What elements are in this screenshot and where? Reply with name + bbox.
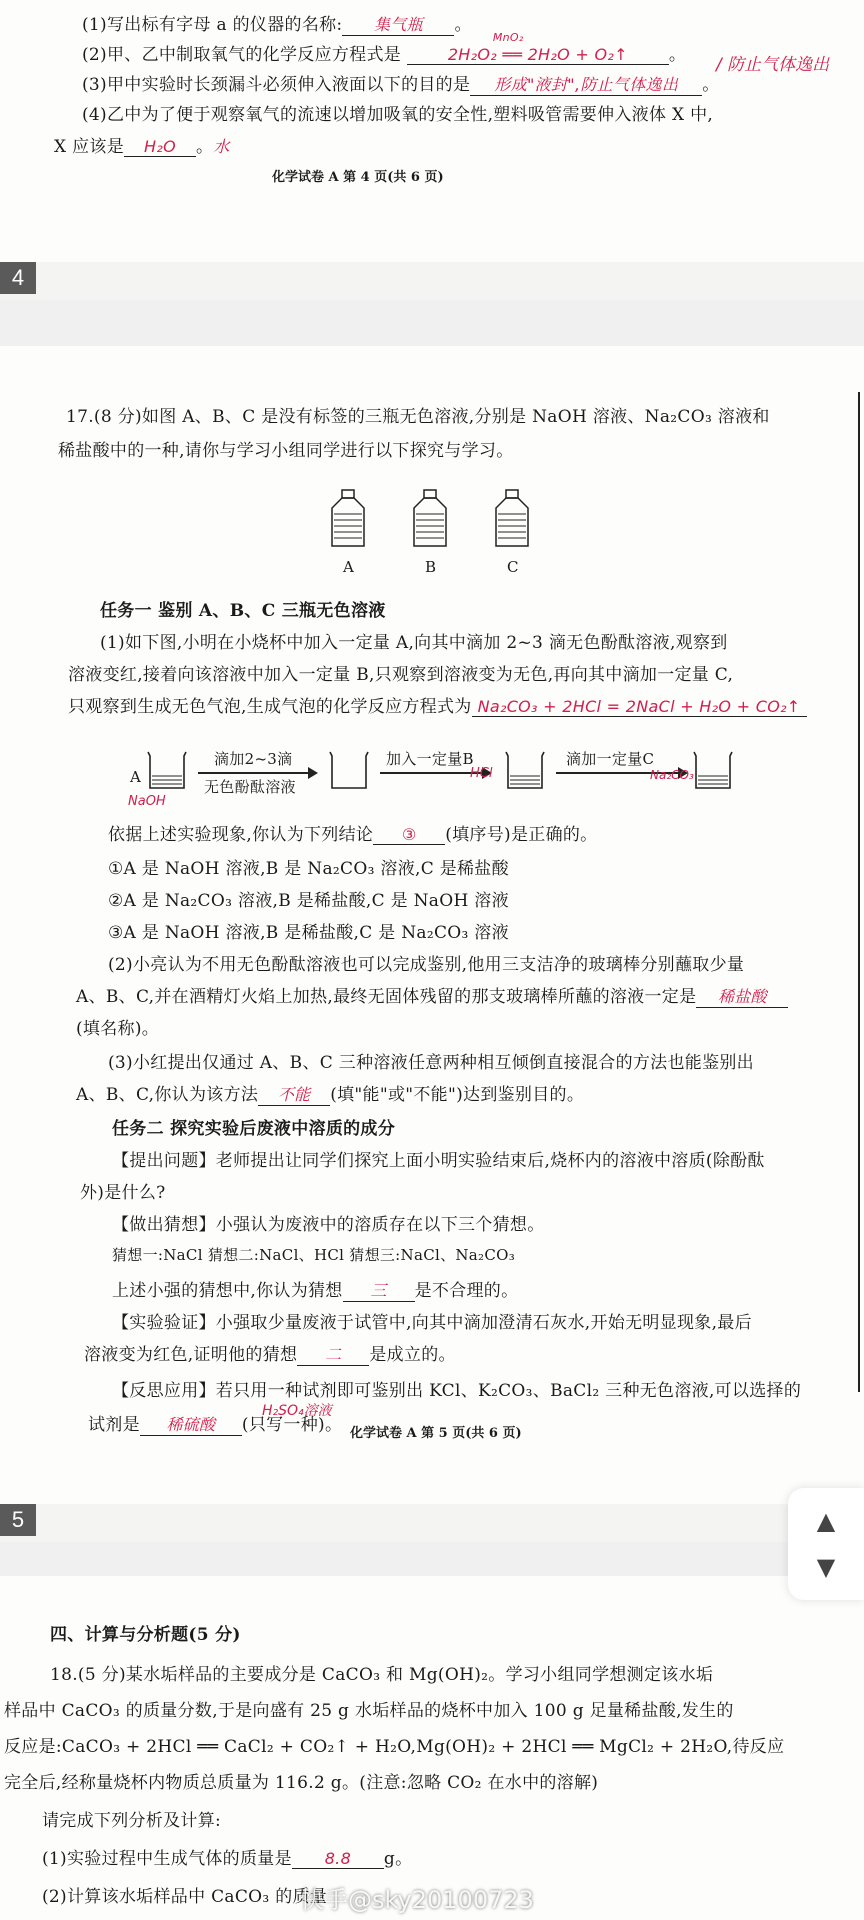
flow-step2-top: 加入一定量B	[386, 750, 474, 768]
p4-q1-answer: 集气瓶	[342, 12, 454, 36]
flow-a-label: A	[130, 768, 142, 786]
bottle-a-icon	[328, 488, 368, 550]
p5-t3-answer: 不能	[258, 1082, 330, 1106]
p6-q18-line5: 请完成下列分析及计算:	[42, 1811, 222, 1831]
p4-q3-extra: / 防止气体逸出	[716, 55, 830, 75]
watermark-text: 快手@sky20100723	[300, 1886, 534, 1914]
p4-q2-catalyst: MnO₂	[492, 31, 524, 44]
p4-q4-answer: H₂O	[124, 137, 196, 157]
flow-step1-bottom: 无色酚酞溶液	[204, 778, 296, 796]
p5-t1-line3-text: 只观察到生成无色气泡,生成气泡的化学反应方程式为	[68, 697, 472, 717]
p4-footer: 化学试卷 A 第 4 页(共 6 页)	[272, 170, 444, 185]
p5-t2-line1: (2)小亮认为不用无色酚酞溶液也可以完成鉴别,他用三支洁净的玻璃棒分别蘸取少量	[108, 955, 745, 975]
p5-conclusion-answer: ③	[373, 825, 445, 845]
p5-reflect-answer: 稀硫酸	[140, 1412, 242, 1436]
p6-q18-line4: 完全后,经称量烧杯内物质总质量为 116.2 g。(注意:忽略 CO₂ 在水中的溶解)	[4, 1773, 599, 1793]
p5-guess-line: 【做出猜想】小强认为废液中的溶质存在以下三个猜想。	[112, 1215, 545, 1235]
flow-step2-hand: HCl	[470, 766, 493, 781]
bottle-b-icon	[410, 488, 450, 550]
beaker-3-icon	[502, 750, 548, 790]
p6-q18-sub2: (2)计算该水垢样品中 CaCO₃ 的质量	[42, 1887, 328, 1907]
p5-conclusion-suffix: (填序号)是正确的。	[445, 825, 598, 845]
p5-t1-line2: 溶液变红,接着向该溶液中加入一定量 B,只观察到溶液变为无色,再向其中滴加一定量 C,	[68, 665, 734, 685]
p5-ask-line1: 【提出问题】老师提出让同学们探究上面小明实验结束后,烧杯内的溶液中溶质(除酚酞	[112, 1151, 765, 1171]
p4-q1: (1)写出标有字母 a 的仪器的名称: 集气瓶 。	[82, 10, 472, 36]
p5-verify-line2	[84, 1340, 456, 1366]
p5-unreasonable-answer: 三	[343, 1278, 415, 1302]
p5-conclusion	[108, 820, 597, 845]
bottle-c-icon	[492, 488, 532, 550]
p6-q18-sub1-answer: 8.8	[292, 1849, 384, 1869]
p5-option-2: ②A 是 Na₂CO₃ 溶液,B 是稀盐酸,C 是 NaOH 溶液	[108, 891, 509, 911]
p5-reflect-extra: H₂SO₄溶液	[262, 1403, 332, 1419]
bottle-c-label: C	[507, 558, 519, 576]
p5-t3-suffix: (填"能"或"不能")达到鉴别目的。	[330, 1085, 585, 1105]
p5-reflect-suffix: (只写一种)。	[241, 1415, 343, 1435]
p5-t3-prefix: A、B、C,你认为该方法	[76, 1085, 259, 1105]
p5-t3-line2	[76, 1080, 584, 1106]
p4-q1-text: (1)写出标有字母 a 的仪器的名称:	[82, 15, 343, 35]
p4-q3-answer: 形成"液封",防止气体逸出	[470, 72, 702, 96]
p4-q3: (3)甲中实验时长颈漏斗必须伸入液面以下的目的是 形成"液封",防止气体逸出 。	[82, 70, 720, 96]
p6-q18-line2: 样品中 CaCO₃ 的质量分数,于是向盛有 25 g 水垢样品的烧杯中加入 100 g 足量稀盐酸,发生的	[4, 1701, 734, 1721]
p6-q18-line1: 18.(5 分)某水垢样品的主要成分是 CaCO₃ 和 Mg(OH)₂。学习小组同学想测定该水垢	[50, 1665, 714, 1685]
beaker-2-icon	[326, 750, 372, 790]
p6-q18-sub1-suffix: g。	[383, 1849, 413, 1869]
bottle-b-label: B	[425, 558, 437, 576]
p5-t2-line2-text: A、B、C,并在酒精灯火焰上加热,最终无固体残留的那支玻璃棒所蘸的溶液一定是	[76, 987, 697, 1007]
p5-option-3: ③A 是 NaOH 溶液,B 是稀盐酸,C 是 Na₂CO₃ 溶液	[108, 923, 509, 943]
flow-step1-top: 滴加2~3滴	[214, 750, 293, 768]
page-down-button[interactable]: ▼	[816, 1553, 836, 1581]
p5-verify-prefix: 溶液变为红色,证明他的猜想	[84, 1345, 298, 1365]
p5-t2-answer: 稀盐酸	[696, 984, 788, 1008]
flow-arrow-1	[198, 772, 316, 774]
p4-q4-extra: 水	[213, 137, 230, 156]
p5-t2-line3: (填名称)。	[76, 1019, 160, 1039]
page-4-card	[0, 0, 864, 300]
p5-t1-answer: Na₂CO₃ + 2HCl = 2NaCl + H₂O + CO₂↑	[472, 697, 807, 717]
p5-task1-title: 任务一 鉴别 A、B、C 三瓶无色溶液	[100, 601, 386, 621]
page-6-card	[0, 1576, 864, 1920]
p4-q2-equation: 2H₂O₂ ══ 2H₂O + O₂↑	[447, 45, 628, 64]
page-up-button[interactable]: ▲	[816, 1507, 836, 1535]
p5-option-1: ①A 是 NaOH 溶液,B 是 Na₂CO₃ 溶液,C 是稀盐酸	[108, 859, 509, 879]
p5-t3-line1: (3)小红提出仅通过 A、B、C 三种溶液任意两种相互倾倒直接混合的方法也能鉴别出	[108, 1053, 754, 1073]
p4-q3-text: (3)甲中实验时长颈漏斗必须伸入液面以下的目的是	[82, 75, 471, 95]
p5-t1-line3	[68, 692, 807, 717]
bottle-a-label: A	[343, 558, 355, 576]
page-gap-1	[0, 300, 864, 346]
p5-reflect-line1: 【反思应用】若只用一种试剂即可鉴别出 KCl、K₂CO₃、BaCl₂ 三种无色溶液,可以选择的	[112, 1381, 802, 1401]
p5-right-border	[858, 392, 860, 1392]
p5-footer: 化学试卷 A 第 5 页(共 6 页)	[350, 1426, 522, 1441]
p5-t2-line2	[76, 982, 788, 1008]
page-5-badge: 5	[0, 1504, 36, 1536]
p4-q4-prefix: X 应该是	[54, 137, 125, 157]
beaker-4-icon	[690, 750, 736, 790]
flow-step3-top: 滴加一定量C	[566, 750, 655, 768]
p6-q18-line3: 反应是:CaCO₃ + 2HCl ══ CaCl₂ + CO₂↑ + H₂O,Mg(OH)₂ + 2HCl ══ MgCl₂ + 2H₂O,待反应	[4, 1737, 785, 1757]
page-5-card	[0, 346, 864, 1542]
p5-verify-answer: 二	[297, 1342, 369, 1366]
p5-unreasonable	[112, 1276, 518, 1302]
page-nav-widget	[788, 1488, 864, 1600]
beaker-1-icon	[144, 750, 190, 790]
p6-section-title: 四、计算与分析题(5 分)	[50, 1625, 241, 1645]
p5-guesses: 猜想一:NaCl 猜想二:NaCl、HCl 猜想三:NaCl、Na₂CO₃	[112, 1246, 516, 1264]
p4-q4: (4)乙中为了便于观察氧气的流速以增加吸氧的安全性,塑料吸管需要伸入液体 X 中,	[82, 105, 714, 125]
p5-conclusion-prefix: 依据上述实验现象,你认为下列结论	[108, 825, 374, 845]
p5-verify-suffix: 是成立的。	[369, 1345, 456, 1365]
p5-unreasonable-suffix: 是不合理的。	[414, 1281, 519, 1301]
page-4-badge: 4	[0, 262, 36, 294]
p5-task2-title: 任务二 探究实验后废液中溶质的成分	[112, 1119, 396, 1139]
p5-unreasonable-prefix: 上述小强的猜想中,你认为猜想	[112, 1281, 343, 1301]
p4-q2-text: (2)甲、乙中制取氧气的化学反应方程式是	[82, 45, 402, 65]
p5-reflect-prefix: 试剂是	[88, 1415, 140, 1435]
p5-verify-line1: 【实验验证】小强取少量废液于试管中,向其中滴加澄清石灰水,开始无明显现象,最后	[112, 1313, 752, 1333]
p5-ask-line2: 外)是什么?	[80, 1183, 166, 1203]
p4-q2-answer	[407, 31, 669, 65]
page-gap-2	[0, 1542, 864, 1576]
flow-step3-hand: Na₂CO₃	[650, 768, 694, 782]
p4-q2: (2)甲、乙中制取氧气的化学反应方程式是 MnO₂ 2H₂O₂ ══ 2H₂O + O₂↑ 。	[82, 31, 687, 65]
p6-q18-sub1	[42, 1844, 412, 1869]
p5-q17-line1: 17.(8 分)如图 A、B、C 是没有标签的三瓶无色溶液,分别是 NaOH 溶液、Na₂CO₃ 溶液和	[66, 407, 770, 427]
p6-q18-sub1-prefix: (1)实验过程中生成气体的质量是	[42, 1849, 292, 1869]
flow-a-hand: NaOH	[128, 794, 166, 809]
p5-t1-line1: (1)如下图,小明在小烧杯中加入一定量 A,向其中滴加 2~3 滴无色酚酞溶液,观察到	[100, 633, 728, 653]
p5-q17-line2: 稀盐酸中的一种,请你与学习小组同学进行以下探究与学习。	[58, 441, 514, 461]
p4-q4-answer-line: X 应该是 H₂O 。水	[54, 137, 230, 157]
